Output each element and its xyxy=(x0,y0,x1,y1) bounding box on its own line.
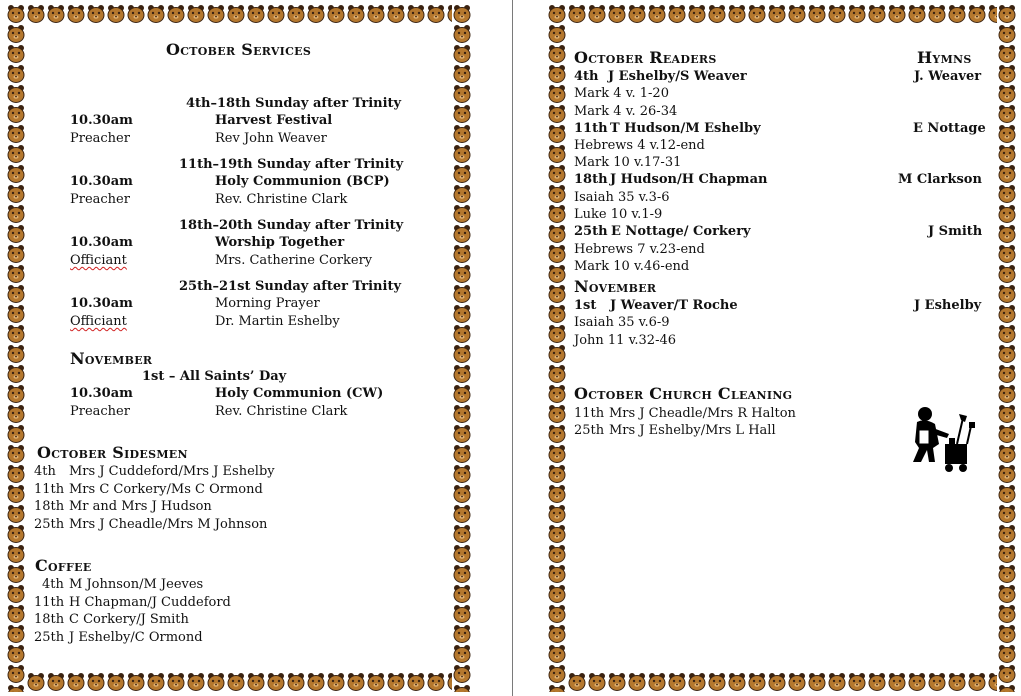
coffee-names: C Corkery/J Smith xyxy=(69,612,189,627)
sidesmen-date: 11th xyxy=(34,482,65,497)
sidesmen-names: Mrs J Cuddeford/Mrs J Eshelby xyxy=(69,464,275,479)
service-role: Preacher xyxy=(70,131,130,146)
reader-names: J Weaver/T Roche xyxy=(610,298,738,313)
teddy-bear-border-top xyxy=(6,4,472,24)
cleaning-title: October Church Cleaning xyxy=(574,384,793,403)
november-title: November xyxy=(70,349,153,368)
teddy-bear-border-bottom xyxy=(6,672,472,692)
sidesmen-names: Mrs J Cheadle/Mrs M Johnson xyxy=(69,517,268,532)
sidesmen-title: October Sidesmen xyxy=(37,443,188,462)
hymns-person: J Eshelby xyxy=(914,298,982,313)
coffee-date: 25th xyxy=(34,630,65,645)
teddy-bear-border-right xyxy=(452,4,472,692)
service-heading: 18th–20th Sunday after Trinity xyxy=(179,218,404,233)
teddy-bear-border-left xyxy=(6,4,26,692)
reading: Hebrews 4 v.12-end xyxy=(574,138,705,153)
coffee-names: J Eshelby/C Ormond xyxy=(69,630,203,645)
coffee-date: 11th xyxy=(34,595,65,610)
reading: Mark 4 v. 26-34 xyxy=(574,104,678,119)
service-time: 10.30am xyxy=(70,235,133,250)
reading: John 11 v.32-46 xyxy=(574,333,677,348)
november-time: 10.30am xyxy=(70,386,133,401)
service-time: 10.30am xyxy=(70,113,133,128)
november-role: Preacher xyxy=(70,404,130,419)
service-heading: 11th–19th Sunday after Trinity xyxy=(179,157,404,172)
cleaning-date: 25th xyxy=(574,423,605,438)
sidesmen-date: 18th xyxy=(34,499,65,514)
october-services-title: October Services xyxy=(166,40,312,59)
reading: Isaiah 35 v.3-6 xyxy=(574,190,670,205)
november-person: Rev. Christine Clark xyxy=(215,404,348,419)
page-divider xyxy=(512,0,513,696)
reading: Mark 4 v. 1-20 xyxy=(574,86,669,101)
november-readers-title: November xyxy=(574,277,657,296)
service-name: Holy Communion (BCP) xyxy=(215,174,390,189)
reader-date: 1st xyxy=(574,298,597,313)
reader-date: 18th xyxy=(574,172,608,187)
hymns-person: J Smith xyxy=(928,224,983,239)
service-time: 10.30am xyxy=(70,296,133,311)
service-person: Dr. Martin Eshelby xyxy=(215,314,340,329)
reading: Isaiah 35 v.6-9 xyxy=(574,315,670,330)
teddy-bear-border-left xyxy=(547,4,567,692)
november-service: Holy Communion (CW) xyxy=(215,386,384,401)
service-person: Rev. Christine Clark xyxy=(215,192,348,207)
november-heading: 1st – All Saints’ Day xyxy=(142,369,287,384)
sidesmen-date: 4th xyxy=(34,464,56,479)
reading: Mark 10 v.17-31 xyxy=(574,155,682,170)
hymns-person: E Nottage xyxy=(913,121,986,136)
reader-date: 11th xyxy=(574,121,608,136)
coffee-title: Coffee xyxy=(35,556,92,575)
sidesmen-date: 25th xyxy=(34,517,65,532)
coffee-names: H Chapman/J Cuddeford xyxy=(69,595,231,610)
teddy-bear-border-right xyxy=(997,4,1017,692)
hymns-person: J. Weaver xyxy=(914,69,982,84)
service-role: Officiant xyxy=(70,314,127,329)
teddy-bear-border-top xyxy=(547,4,1017,24)
cleaner-clipart-icon xyxy=(905,404,981,476)
service-person: Mrs. Catherine Corkery xyxy=(215,253,373,268)
reader-names: E Nottage/ Corkery xyxy=(611,224,751,239)
service-name: Worship Together xyxy=(215,235,345,250)
service-name: Morning Prayer xyxy=(215,296,320,311)
sidesmen-names: Mr and Mrs J Hudson xyxy=(69,499,212,514)
service-role: Preacher xyxy=(70,192,130,207)
reader-names: T Hudson/M Eshelby xyxy=(610,121,761,136)
service-role: Officiant xyxy=(70,253,127,268)
service-person: Rev John Weaver xyxy=(215,131,327,146)
cleaning-names: Mrs J Cheadle/Mrs R Halton xyxy=(609,406,796,421)
cleaning-date: 11th xyxy=(574,406,605,421)
reader-names: J Eshelby/S Weaver xyxy=(608,69,747,84)
service-time: 10.30am xyxy=(70,174,133,189)
reader-date: 25th xyxy=(574,224,608,239)
reading: Luke 10 v.1-9 xyxy=(574,207,663,222)
service-heading: 25th–21st Sunday after Trinity xyxy=(179,279,402,294)
service-heading: 4th–18th Sunday after Trinity xyxy=(186,96,402,111)
hymns-person: M Clarkson xyxy=(898,172,982,187)
reading: Hebrews 7 v.23-end xyxy=(574,242,705,257)
cleaning-names: Mrs J Eshelby/Mrs L Hall xyxy=(609,423,776,438)
reader-date: 4th xyxy=(574,69,599,84)
coffee-names: M Johnson/M Jeeves xyxy=(69,577,204,592)
coffee-date: 4th xyxy=(42,577,64,592)
sidesmen-names: Mrs C Corkery/Ms C Ormond xyxy=(69,482,263,497)
teddy-bear-border-bottom xyxy=(547,672,1017,692)
coffee-date: 18th xyxy=(34,612,65,627)
hymns-title: Hymns xyxy=(917,48,972,67)
reader-names: J Hudson/H Chapman xyxy=(610,172,768,187)
readers-title: October Readers xyxy=(574,48,717,67)
reading: Mark 10 v.46-end xyxy=(574,259,690,274)
service-name: Harvest Festival xyxy=(215,113,333,128)
